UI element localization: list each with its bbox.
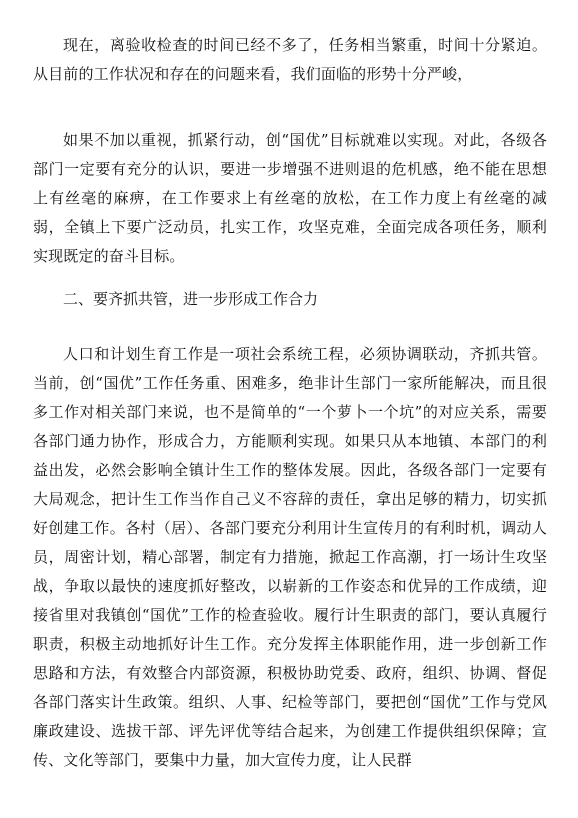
paragraph-3: 人口和计划生育工作是一项社会系统工程，必须协调联动，齐抓共管。当前，创“国优”工作任务重、困难多，绝非计生部门一家所能解决，而且很多工作对相关部门来说，也不是简单的“一个萝卜一个坑”的对应关系，需要各部门通力协作，形成合力，方能顺利实现。如果只从本地镇、本部门的利益出发，必然会影响全镇计生工作的整体发展。因此，各级各部门一定要有大局观念，把计生工作当作自己义不容辞的责任，拿出足够的精力，切实抓好创建工作。各村（居）、各部门要充分利用计生宣传月的有利时机，调动人员，周密计划，精心部署，制定有力措施，掀起工作高潮，打一场计生攻坚战，争取以最快的速度抓好整改，以崭新的工作姿态和优异的工作成绩，迎接省里对我镇创“国优”工作的检查验收。履行计生职责的部门，要认真履行职责，积极主动地抓好计生工作。充分发挥主体职能作用，进一步创新工作思路和方法，有效整合内部资源，积极协助党委、政府，组织、协调、督促各部门落实计生政策。组织、人事、纪检等部门，要把创“国优”工作与党风廉政建设、选拔干部、评先评优等结合起来，为创建工作提供组织保障；宣传、文化等部门，要集中力量，加大宣传力度，让人民群 (33, 345, 547, 769)
paragraph-2: 如果不加以重视，抓紧行动，创“国优”目标就难以实现。对此，各级各部门一定要有充分的认识，要进一步增强不进则退的危机感，绝不能在思想上有丝毫的麻痹，在工作要求上有丝毫的放松，在工作力度上有丝毫的减弱，全镇上下要广泛动员，扎实工作，攻坚克难，全面完成各项任务，顺利实现既定的奋斗目标。 (33, 131, 547, 265)
section-heading: 二、要齐抓共管，进一步形成工作合力 (63, 290, 319, 308)
paragraph-1: 现在，离验收检查的时间已经不多了，任务相当繁重，时间十分紧迫。从目前的工作状况和存在的问题来看，我们面临的形势十分严峻， (33, 36, 547, 83)
document-page (33, 0, 547, 818)
